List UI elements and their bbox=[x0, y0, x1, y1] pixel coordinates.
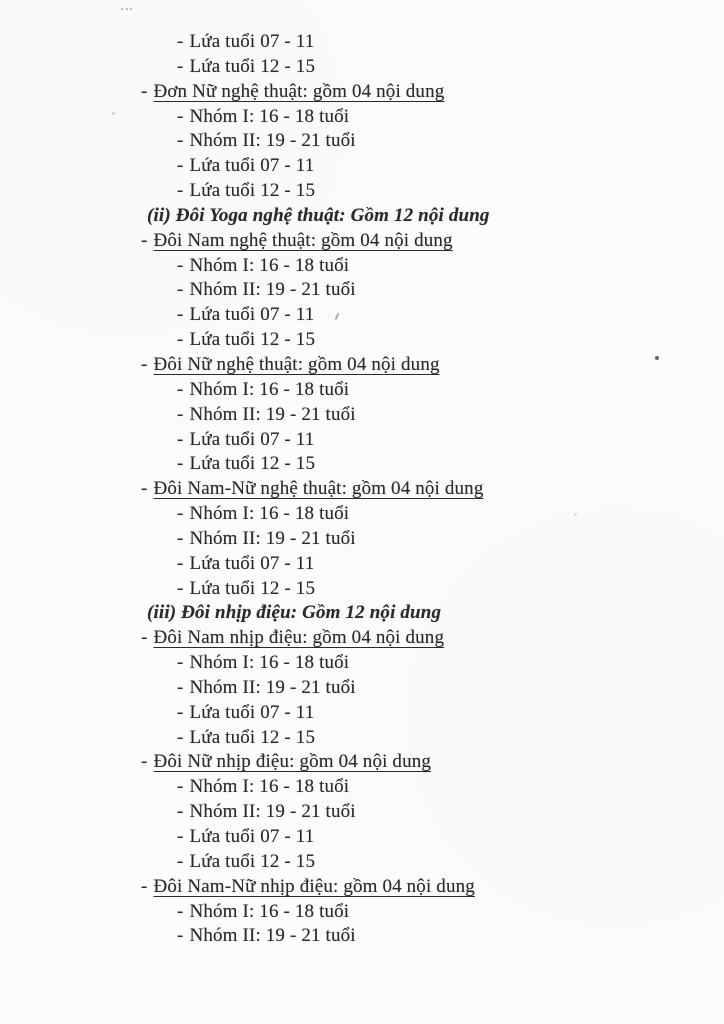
list-dash: - bbox=[177, 801, 184, 823]
list-item bbox=[0, 577, 724, 602]
document-body bbox=[0, 30, 724, 949]
list-dash: - bbox=[177, 31, 184, 52]
list-dash: - bbox=[177, 925, 184, 947]
list-item-text: Nhóm I: 16 - 18 tuổi bbox=[189, 652, 350, 674]
list-item-text: Lứa tuổi 07 - 11 bbox=[189, 701, 315, 723]
list-dash: - bbox=[177, 155, 184, 177]
list-item-text: Nhóm II: 19 - 21 tuổi bbox=[189, 527, 356, 549]
list-item-text: Nhóm II: 19 - 21 tuổi bbox=[189, 925, 356, 947]
list-item-text: Nhóm I: 16 - 18 tuổi bbox=[189, 776, 350, 798]
list-item bbox=[0, 676, 724, 701]
list-item bbox=[0, 825, 724, 850]
list-item-text: Lứa tuổi 12 - 15 bbox=[189, 726, 316, 748]
list-dash: - bbox=[141, 353, 148, 375]
group-heading bbox=[0, 229, 724, 254]
list-dash: - bbox=[177, 329, 184, 351]
list-item bbox=[0, 154, 724, 179]
group-heading-text: Đôi Nữ nhịp điệu: gồm 04 nội dung bbox=[153, 751, 432, 773]
list-item bbox=[0, 55, 724, 80]
list-dash: - bbox=[141, 751, 148, 773]
list-dash: - bbox=[141, 80, 148, 102]
group-heading-text: Đơn Nữ nghệ thuật: gồm 04 nội dung bbox=[153, 80, 445, 102]
list-item-text: Lứa tuổi 12 - 15 bbox=[189, 55, 316, 77]
list-item-text: Nhóm II: 19 - 21 tuổi bbox=[189, 130, 356, 152]
group-heading bbox=[0, 626, 724, 651]
list-item-text: Lứa tuổi 07 - 11 bbox=[189, 826, 315, 847]
list-item bbox=[0, 726, 724, 751]
list-dash: - bbox=[177, 130, 184, 152]
list-dash: - bbox=[177, 378, 184, 400]
group-heading-text: Đôi Nam-Nữ nhịp điệu: gồm 04 nội dung bbox=[153, 875, 475, 897]
group-heading bbox=[0, 477, 724, 502]
list-item-text: Lứa tuổi 12 - 15 bbox=[189, 850, 316, 872]
list-item-text: Nhóm I: 16 - 18 tuổi bbox=[189, 378, 350, 400]
list-item-text: Nhóm II: 19 - 21 tuổi bbox=[189, 801, 356, 823]
list-item-text: Lứa tuổi 12 - 15 bbox=[189, 577, 316, 599]
list-dash: - bbox=[177, 180, 184, 202]
list-item-text: Nhóm I: 16 - 18 tuổi bbox=[189, 105, 350, 127]
list-item bbox=[0, 900, 724, 925]
list-item-text: Lứa tuổi 12 - 15 bbox=[189, 329, 316, 351]
list-item bbox=[0, 800, 724, 825]
list-item bbox=[0, 527, 724, 552]
list-item-text: Lứa tuổi 07 - 11 bbox=[189, 304, 315, 326]
list-item bbox=[0, 651, 724, 676]
list-item-text: Lứa tuổi 07 - 11 bbox=[189, 552, 315, 574]
list-dash: - bbox=[177, 577, 184, 599]
list-dash: - bbox=[177, 552, 184, 574]
list-item bbox=[0, 378, 724, 403]
list-dash: - bbox=[177, 701, 184, 723]
list-item bbox=[0, 303, 724, 328]
list-dash: - bbox=[177, 850, 184, 872]
section-heading bbox=[0, 204, 724, 229]
list-item-text: Lứa tuổi 07 - 11 bbox=[189, 428, 315, 450]
list-item bbox=[0, 403, 724, 428]
list-dash: - bbox=[177, 776, 184, 798]
list-item-text: Nhóm I: 16 - 18 tuổi bbox=[189, 254, 350, 276]
group-heading bbox=[0, 80, 724, 105]
section-heading bbox=[0, 601, 724, 626]
list-dash: - bbox=[177, 304, 184, 326]
list-item-text: Nhóm II: 19 - 21 tuổi bbox=[189, 279, 356, 301]
scan-speck-squiggle bbox=[121, 4, 132, 10]
list-item-text: Lứa tuổi 12 - 15 bbox=[189, 453, 316, 475]
group-heading-text: Đôi Nam nghệ thuật: gồm 04 nội dung bbox=[153, 229, 453, 251]
list-dash: - bbox=[177, 826, 184, 847]
list-dash: - bbox=[177, 676, 184, 698]
group-heading bbox=[0, 353, 724, 378]
list-item bbox=[0, 129, 724, 154]
list-item-text: Nhóm I: 16 - 18 tuổi bbox=[189, 503, 350, 525]
list-dash: - bbox=[141, 627, 148, 649]
list-item bbox=[0, 701, 724, 726]
list-item bbox=[0, 452, 724, 477]
list-item bbox=[0, 552, 724, 577]
section-heading-text: (ii) Đôi Yoga nghệ thuật: Gồm 12 nội dung bbox=[147, 204, 490, 226]
list-item bbox=[0, 254, 724, 279]
list-dash: - bbox=[177, 652, 184, 674]
list-dash: - bbox=[177, 254, 184, 276]
list-dash: - bbox=[177, 527, 184, 549]
list-item-text: Nhóm II: 19 - 21 tuổi bbox=[189, 403, 356, 425]
list-item bbox=[0, 775, 724, 800]
list-item bbox=[0, 328, 724, 353]
list-item bbox=[0, 850, 724, 875]
list-dash: - bbox=[177, 428, 184, 450]
list-item-text: Lứa tuổi 07 - 11 bbox=[189, 31, 315, 52]
list-dash: - bbox=[177, 105, 184, 127]
group-heading-text: Đôi Nam nhịp điệu: gồm 04 nội dung bbox=[153, 627, 445, 649]
list-dash: - bbox=[141, 478, 148, 500]
list-dash: - bbox=[177, 503, 184, 525]
list-item bbox=[0, 428, 724, 453]
section-heading-text: (iii) Đôi nhịp điệu: Gồm 12 nội dung bbox=[147, 602, 442, 624]
group-heading bbox=[0, 750, 724, 775]
list-item bbox=[0, 179, 724, 204]
list-item bbox=[0, 105, 724, 130]
list-item bbox=[0, 30, 724, 55]
list-dash: - bbox=[177, 900, 184, 922]
list-item-text: Lứa tuổi 12 - 15 bbox=[189, 180, 316, 202]
list-dash: - bbox=[177, 726, 184, 748]
list-dash: - bbox=[177, 403, 184, 425]
list-item-text: Lứa tuổi 07 - 11 bbox=[189, 155, 315, 177]
list-item bbox=[0, 924, 724, 949]
list-item bbox=[0, 502, 724, 527]
group-heading bbox=[0, 875, 724, 900]
list-item-text: Nhóm I: 16 - 18 tuổi bbox=[189, 900, 350, 922]
group-heading-text: Đôi Nữ nghệ thuật: gồm 04 nội dung bbox=[153, 353, 440, 375]
list-dash: - bbox=[177, 55, 184, 77]
group-heading-text: Đôi Nam-Nữ nghệ thuật: gồm 04 nội dung bbox=[153, 478, 484, 500]
list-item bbox=[0, 278, 724, 303]
list-dash: - bbox=[177, 453, 184, 475]
list-item-text: Nhóm II: 19 - 21 tuổi bbox=[189, 676, 356, 698]
list-dash: - bbox=[141, 229, 148, 251]
list-dash: - bbox=[141, 875, 148, 897]
list-dash: - bbox=[177, 279, 184, 301]
